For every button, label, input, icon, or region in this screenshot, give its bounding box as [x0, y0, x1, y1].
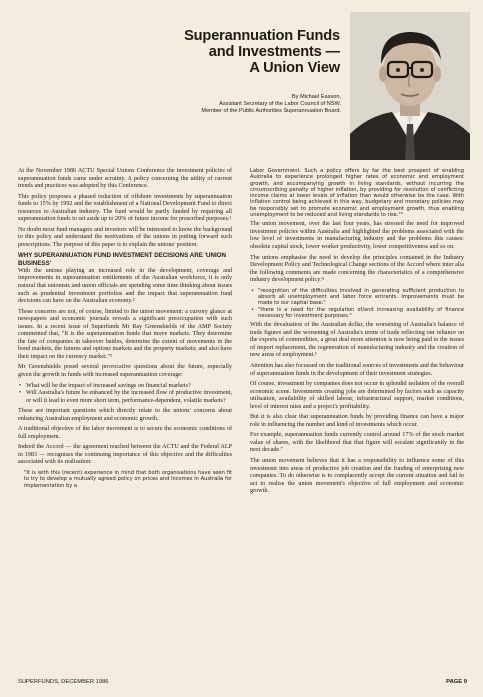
list-item: • "there is a need for the regulation of/and increasing availability of finance necessary for investment purposes." — [258, 307, 464, 320]
footer-publication: SUPERFUNDS, DECEMBER 1986 — [18, 679, 109, 685]
accord-quote: "It is with this (recent) experience in mind that both organisations have seen fit to try to develop a mutually agreed policy on prices and incomes in Australia for implementation by a — [24, 470, 232, 489]
paragraph: Mr Greenshields posed several provocative questions about the future, especially given the growth in funds with increased superannuation coverage: — [18, 364, 232, 378]
paragraph: Those concerns are not, of course, limited to the union movement: a cursory glance at newspapers and economic journals reveals a significant preoccupation with such issues. In a recent issue of Superfunds Mr Ray Greenshields of the AMP Society commented that, "It is the superannuation funds that move markets. They determine the fate of companies in takeover battles, determine the extent of movements in the bond markets, the futures and options markets and the property markets; and also have their impact on the currency market."³ — [18, 308, 232, 360]
paragraph: Attention has also focussed on the traditional sources of investments and the behaviour of superannuation funds in the development of their investment strategies. — [250, 362, 464, 377]
byline-role-2: Member of the Public Authorities Superannuation Board. — [201, 108, 341, 115]
byline — [118, 94, 341, 116]
question-list — [18, 383, 232, 406]
paragraph: A traditional objective of the labor movement is to secure the economic conditions of full employment. — [18, 426, 232, 440]
left-column — [18, 168, 232, 492]
paragraph: Indeed the Accord — the agreement reached between the ACTU and the Federal ALP in 1983 — recognises the continuing importance of this objective and the difficulties associated with its realisation: — [18, 444, 232, 466]
paragraph: These are important questions which directly relate to the unions' concerns about enhancing Australian employment and economic growth. — [18, 408, 232, 422]
paragraph: The unions emphasise the need to develop the principles contained in the Industry Development Policy and Technological Change sections of the Accord where inter alia the following comments are made concerning the characteristics of a comprehensive industry development policy:⁵ — [250, 254, 464, 284]
title-line-3: A Union View — [249, 60, 340, 76]
paragraph: No doubt most fund managers and investors will be interested to know the background to this policy and understand the motivations of the unions in putting forward such prescriptions. The purpose of this paper is to explain the unions' position. — [18, 226, 232, 248]
article-title — [150, 28, 340, 76]
paragraph: The union movement believes that it has a responsibility to influence some of this investment into areas of productive job creation and the funding of enterprising new companies. To do otherwise is to complacently accept the current situation and fail to act to realise the union movement's objective of full employment and economic growth. — [250, 457, 464, 495]
byline-role-1: Assistant Secretary of the Labor Council of NSW. — [219, 101, 341, 108]
paragraph: Of course, investment by companies does not occur in splendid isolation of the overall economic scene. Investments creating jobs are determined by factors such as capacity utilisation, availability of skilled labour, infrastructural support, market conditions, level of interest rates and a project's profitability. — [250, 381, 464, 410]
accord-quote-continued: Labor Government. Such a policy offers by far the best prospect of enabling Australia to experience prolonged higher rates of economic and employment growth, and accompanying growth in living standards, without incurring the circumscribing penalty of higher inflation, by providing for resolution of conflicting income claims at lower levels of inflation than would otherwise be the case. With inflation control being achieved in this way, budgetary and monetary policies may be responsibly set to promote economic and employment growth, thus enabling unemployment to be reduced and living standards to rise."⁴ — [250, 168, 464, 219]
right-column — [250, 168, 464, 499]
paragraph: With the unions playing an increased role in the development, coverage and improvements in superannuation entitlements of the Australian workforce, it is only natural that unionists and union officials are spending some time thinking about issues such as prudential investment portfolios and the impact that superannuation fund decisions can have on the Australian economy.² — [18, 267, 232, 305]
paragraph: At the November 1986 ACTU Special Unions Conference the investment policies of superannuation funds came under scrutiny. A policy concerning the utility of current trends and practices was adopted by this Conference. — [18, 168, 232, 190]
list-item: • Will Australia's future be enhanced by the increased flow of productive investment, or will it lead to even more short term, performance-dependent, volatile markets? — [26, 390, 232, 405]
paragraph: With the devaluation of the Australian dollar, the worsening of Australia's balance of trade figures and the worsening of Australia's terms of trade reflecting our reliance on the exports of commodities, a great deal more attention is now being paid to the issues of import replacement, the regeneration of manufacturing industry and the creation of new areas of employment.⁶ — [250, 322, 464, 359]
paragraph: This policy proposes a phased reduction of offshore investments by superannuation funds to 15% by 1992 and the establishment of a National Development Fund to direct resources to Australian industry. The fund would be partly funded by requiring all superannuation funds to set aside up to 20% of future income for prescribed purposes.¹ — [18, 193, 232, 223]
title-line-2: and Investments — — [208, 44, 340, 60]
paragraph: For example, superannuation funds currently control around 17% of the stock market value of shares, with the likelihood that that figure will escalate significantly in the next decade.⁷ — [250, 432, 464, 454]
list-item: • "recognition of the difficulties involved in generating sufficient production to absorb all unemployment and labor force entrants. Improvements must be made to our capital base." — [258, 288, 464, 307]
accord-quote-list — [250, 288, 464, 319]
author-photo — [350, 12, 470, 160]
byline-author: By Michael Easson, — [291, 94, 341, 100]
footer-page-number: PAGE 9 — [446, 679, 467, 685]
list-item: • What will be the impact of increased savings on financial markets? — [26, 383, 232, 391]
author-portrait-image — [350, 12, 470, 160]
paragraph: The union movement, over the last four years, has stressed the need for improved investment policies within Australia and highlighted the problems associated with the low level of investments in manufacturing industry and the problems this causes: obsolete capital stock, lower worker productivity, lower competitiveness and so on. — [250, 221, 464, 251]
paragraph: But it is also clear that superannuation funds by providing finance can have a major role in influencing the number and kind of investments which occur. — [250, 414, 464, 428]
title-line-1: Superannuation Funds — [184, 28, 340, 44]
section-heading: WHY SUPERANNUATION FUND INVESTMENT DECISIONS ARE 'UNION BUSINESS' — [18, 252, 226, 267]
